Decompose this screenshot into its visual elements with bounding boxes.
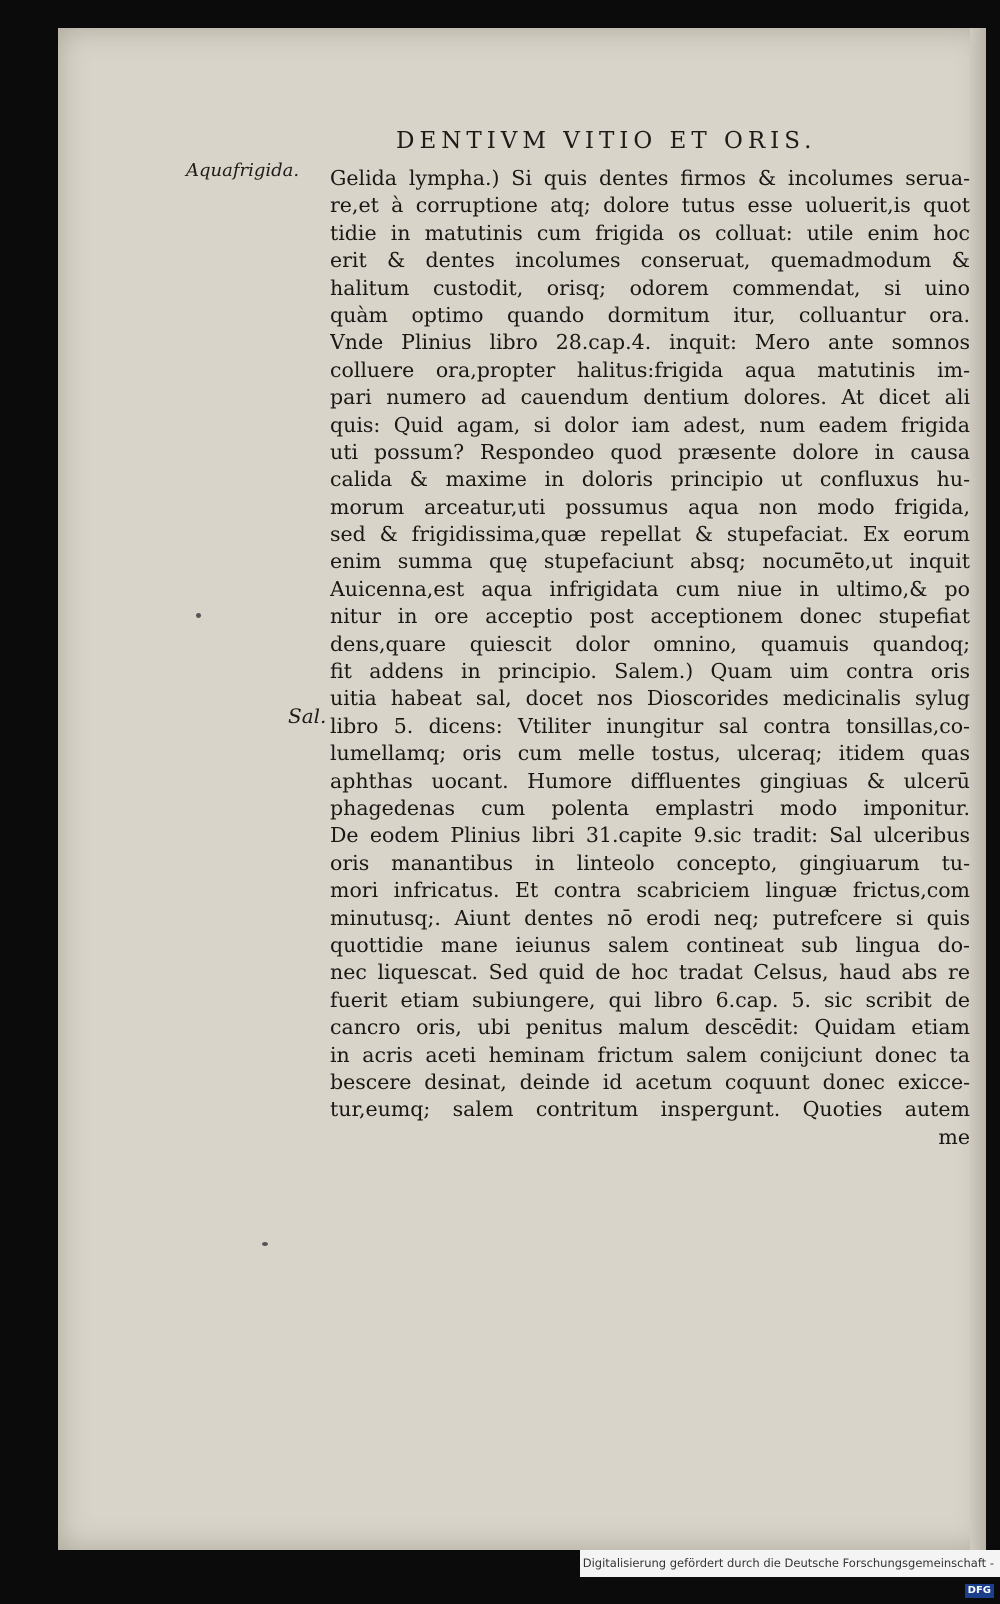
dfg-logo-icon: DFG xyxy=(965,1584,994,1598)
text-line: Gelida lympha.) Si quis dentes firmos & incolumes serua- xyxy=(330,166,970,190)
catchword: me xyxy=(938,1124,970,1149)
text-line: bescere desinat, deinde id acetum coquunt donec exicce- xyxy=(330,1069,970,1094)
text-line: tidie in matutinis cum frigida os colluat: utile enim hoc xyxy=(330,220,970,245)
text-line: fit addens in principio. Salem.) Quam uim contra oris xyxy=(330,659,970,684)
text-line: uti possum? Respondeo quod præsente dolore in causa xyxy=(330,439,970,464)
footer-text: Digitalisierung gefördert durch die Deutsche Forschungsgemeinschaft - xyxy=(582,1556,994,1570)
text-line: calida & maxime in doloris principio ut confluxus hu- xyxy=(330,467,970,492)
text-line: in acris aceti heminam frictum salem conijciunt donec ta xyxy=(330,1042,970,1067)
text-line: re,et à corruptione atq; dolore tutus esse uoluerit,is quot xyxy=(330,193,970,218)
text-line: enim summa quę stupefaciunt absq; nocumēto,ut inquit xyxy=(330,549,970,574)
text-line: uitia habeat sal, docet nos Dioscorides medicinalis sylug xyxy=(330,686,970,711)
text-line: quottidie mane ieiunus salem contineat sub lingua do- xyxy=(330,932,970,957)
text-line: mori infricatus. Et contra scabriciem linguæ frictus,com xyxy=(330,878,970,903)
text-line: erit & dentes incolumes conseruat, quemadmodum & xyxy=(330,248,970,273)
text-line: morum arceatur,uti possumus aqua non modo frigida, xyxy=(330,494,970,519)
text-line: colluere ora,propter halitus:frigida aqua matutinis im- xyxy=(330,357,970,382)
text-line: De eodem Plinius libri 31.capite 9.sic tradit: Sal ulceribus xyxy=(330,823,970,848)
text-line: oris manantibus in linteolo concepto, gingiuarum tu- xyxy=(330,850,970,875)
text-line: pari numero ad cauendum dentium dolores. At dicet ali xyxy=(330,385,970,410)
book-page xyxy=(58,28,986,1550)
text-line: sed & frigidissima,quæ repellat & stupefaciat. Ex eorum xyxy=(330,522,970,547)
digitization-footer xyxy=(580,1550,1000,1596)
text-line: minutusq;. Aiunt dentes nō erodi neq; putrefcere si quis xyxy=(330,905,970,930)
text-line: phagedenas cum polenta emplastri modo imponitur. xyxy=(330,795,970,820)
margin-note-aqua-frigida: Aquafrigida. xyxy=(186,160,300,181)
text-line: quàm optimo quando dormitum itur, colluantur ora. xyxy=(330,302,970,327)
body-text xyxy=(330,165,970,1151)
text-line: nec liquescat. Sed quid de hoc tradat Celsus, haud abs re xyxy=(330,960,970,985)
text-line: libro 5. dicens: Vtiliter inungitur sal contra tonsillas,co- xyxy=(330,713,970,738)
text-line: quis: Quid agam, si dolor iam adest, num eadem frigida xyxy=(330,412,970,437)
margin-note-sal: Sal. xyxy=(288,704,327,728)
text-line: halitum custodit, orisq; odorem commendat, si uino xyxy=(330,275,970,300)
running-head: DENTIVM VITIO ET ORIS. xyxy=(396,128,817,154)
text-line: Auicenna,est aqua infrigidata cum niue in ultimo,& po xyxy=(330,576,970,601)
text-line: aphthas uocant. Humore diffluentes gingiuas & ulcerū xyxy=(330,768,970,793)
text-line: fuerit etiam subiungere, qui libro 6.cap. 5. sic scribit de xyxy=(330,987,970,1012)
ink-speck xyxy=(262,1242,268,1246)
text-line: nitur in ore acceptio post acceptionem donec stupefiat xyxy=(330,604,970,629)
text-line: dens,quare quiescit dolor omnino, quamuis quandoq; xyxy=(330,631,970,656)
page-edge xyxy=(970,28,986,1550)
text-line: tur,eumq; salem contritum inspergunt. Quoties autem xyxy=(330,1097,970,1122)
text-line: Vnde Plinius libro 28.cap.4. inquit: Mero ante somnos xyxy=(330,330,970,355)
text-line: cancro oris, ubi penitus malum descēdit: Quidam etiam xyxy=(330,1015,970,1040)
ink-speck xyxy=(196,613,201,618)
text-line: lumellamq; oris cum melle tostus, ulceraq; itidem quas xyxy=(330,741,970,766)
